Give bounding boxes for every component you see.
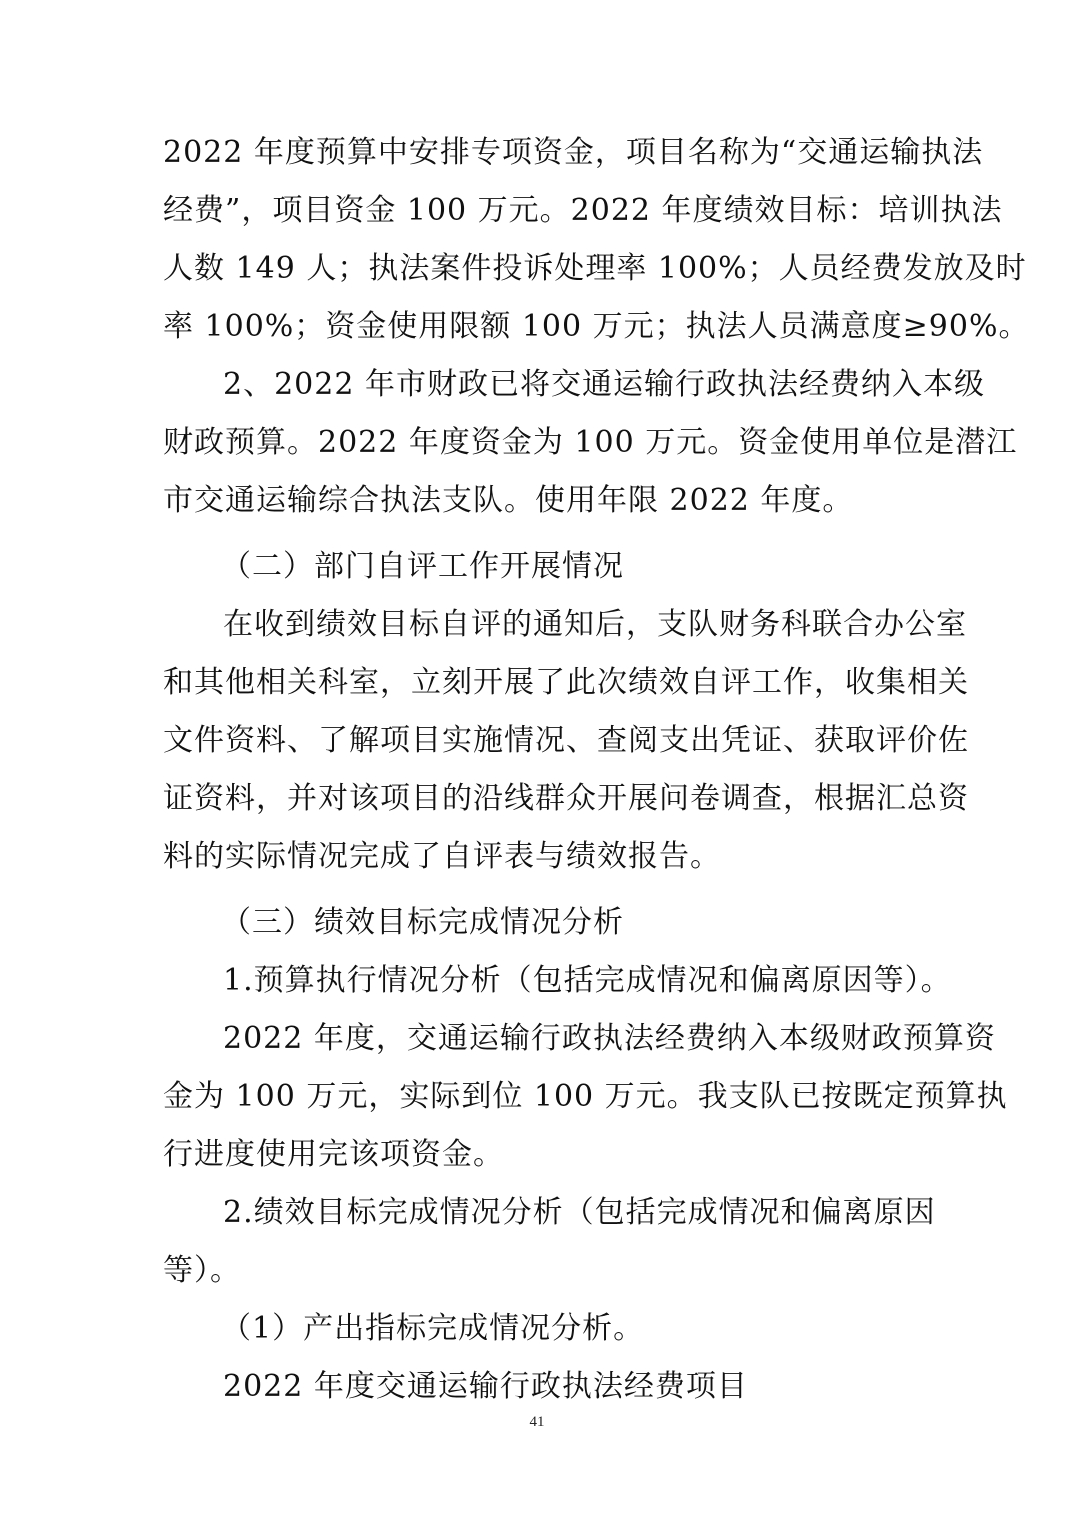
subsection-heading: （1）产出指标完成情况分析。 (221, 1311, 645, 1346)
page-number: 41 (529, 1414, 545, 1430)
paragraph-line: 2.绩效目标完成情况分析（包括完成情况和偏离原因 (223, 1195, 936, 1230)
paragraph-line: 料的实际情况完成了自评表与绩效报告。 (163, 839, 721, 874)
document-body (163, 124, 1030, 1416)
paragraph-line: 2022 年度，交通运输行政执法经费纳入本级财政预算资 (223, 1021, 996, 1056)
paragraph-line: 市交通运输综合执法支队。使用年限 2022 年度。 (163, 483, 854, 518)
paragraph-line: 2、2022 年市财政已将交通运输行政执法经费纳入本级 (223, 367, 985, 402)
paragraph-line: 金为 100 万元，实际到位 100 万元。我支队已按既定预算执 (163, 1079, 1008, 1114)
paragraph-line: 经费”，项目资金 100 万元。2022 年度绩效目标：培训执法 (163, 193, 1003, 228)
paragraph-line: 率 100%；资金使用限额 100 万元；执法人员满意度≥90%。 (163, 309, 1030, 344)
paragraph-line: 证资料，并对该项目的沿线群众开展问卷调查，根据汇总资 (163, 781, 969, 816)
paragraph-line: 行进度使用完该项资金。 (163, 1137, 504, 1172)
paragraph-line: 等）。 (163, 1253, 241, 1288)
paragraph-line: 1.预算执行情况分析（包括完成情况和偏离原因等）。 (223, 963, 952, 998)
paragraph-line: 2022 年度交通运输行政执法经费项目 (223, 1369, 748, 1404)
paragraph-line: 和其他相关科室，立刻开展了此次绩效自评工作，收集相关 (163, 665, 969, 700)
paragraph-line: 人数 149 人；执法案件投诉处理率 100%；人员经费发放及时 (163, 251, 1027, 286)
section-heading: （三）绩效目标完成情况分析 (221, 905, 624, 940)
paragraph-line: 在收到绩效目标自评的通知后，支队财务科联合办公室 (223, 607, 967, 642)
paragraph-line: 2022 年度预算中安排专项资金，项目名称为“交通运输执法 (163, 135, 984, 170)
paragraph-line: 财政预算。2022 年度资金为 100 万元。资金使用单位是潜江 (163, 425, 1018, 460)
section-heading: （二）部门自评工作开展情况 (221, 549, 624, 584)
paragraph-line: 文件资料、了解项目实施情况、查阅支出凭证、获取评价佐 (163, 723, 969, 758)
